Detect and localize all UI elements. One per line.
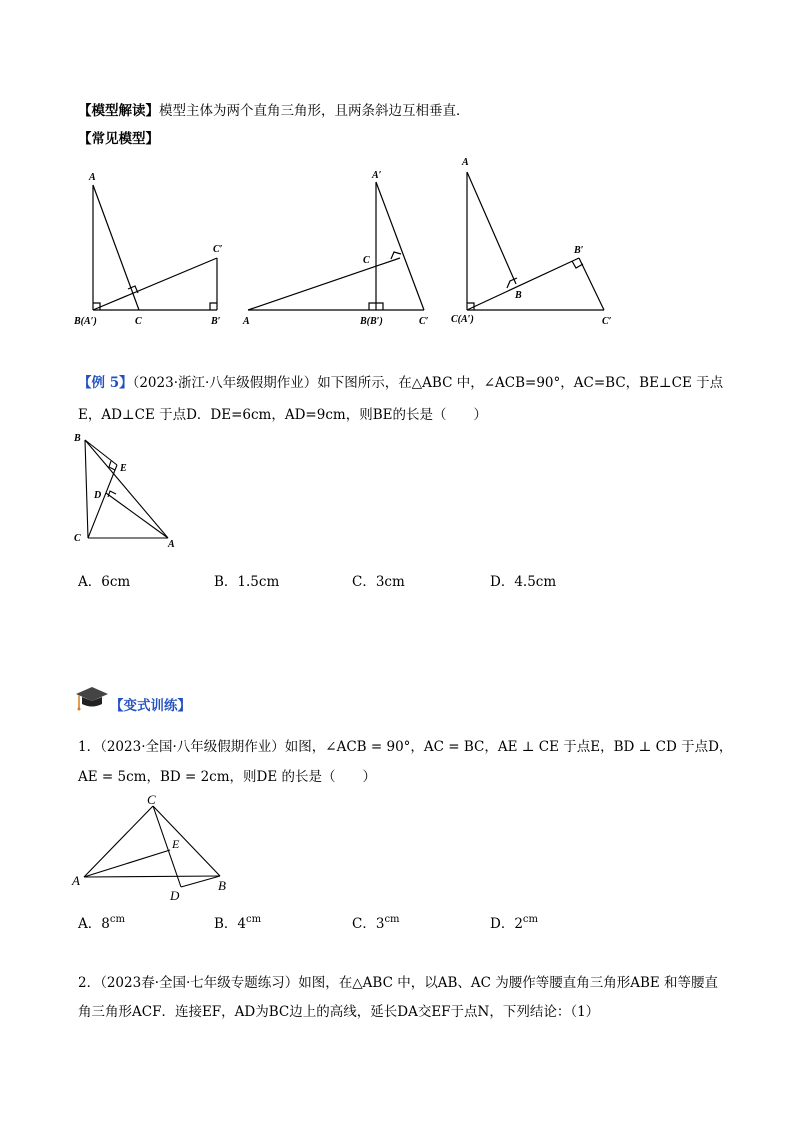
q1-option-c[interactable]: C．$3^{cm}$ — [352, 914, 400, 932]
ex5-label-A: A — [168, 539, 175, 550]
interpret-label: 【模型解读】 — [78, 103, 159, 119]
fig2-ApCp — [376, 182, 424, 310]
common-model-label: 【常见模型】 — [78, 131, 159, 147]
q2-line1: 2．（2023春·全国·七年级专题练习）如图，在△ABC 中，以AB、AC 为腰作等腰直角三角形ABE 和等腰直 — [78, 975, 719, 991]
q1-label-C: C — [147, 792, 156, 807]
q1-label-D: D — [170, 888, 180, 903]
graduation-cap-icon — [74, 684, 110, 714]
fig3-label-CA: C(A′) — [451, 314, 474, 325]
fig2-AC — [248, 258, 400, 310]
interpret-text: 模型主体为两个直角三角形，且两条斜边互相垂直． — [159, 103, 470, 119]
fig3-label-A: A — [462, 157, 469, 168]
q1-label-A: A — [72, 873, 80, 888]
fig3-CBp — [467, 258, 579, 310]
q1-figure — [70, 790, 240, 905]
q1-AB — [84, 876, 220, 877]
q2-line2: 角三角形ACF．连接EF，AD为BC边上的高线，延长DA交EF于点N，下列结论：（1） — [78, 1004, 600, 1020]
example5-label: 【例 5】 — [78, 375, 133, 391]
model-figure-2 — [240, 170, 440, 330]
fig3-AB — [467, 172, 516, 284]
fig1-label-Cp: C′ — [213, 244, 223, 255]
fig1-label-C: C — [135, 316, 142, 327]
ex5-label-C: C — [74, 533, 81, 544]
fig1-label-Bp: B′ — [211, 316, 221, 327]
fig3-label-Cp: C′ — [602, 316, 612, 327]
ex5-right-angle-D — [108, 491, 116, 497]
q1-label-E: E — [172, 837, 180, 851]
model-figure-1 — [74, 170, 240, 330]
example5-line1 — [78, 374, 723, 392]
example5-option-a[interactable]: A．6cm — [78, 574, 131, 590]
practice-header: 【变式训练】 — [110, 698, 191, 714]
q1-line2: AE = 5cm，BD = 2cm，则DE 的长是（ ） — [78, 769, 377, 785]
model-figure-3 — [451, 157, 615, 330]
ex5-label-B: B — [74, 433, 81, 444]
fig1-AC — [93, 185, 139, 310]
q1-line1: 1．（2023·全国·八年级假期作业）如图，∠ACB = 90°，AC = BC，AE ⊥ CE 于点E，BD ⊥ CD 于点D， — [78, 739, 733, 755]
ex5-BE — [85, 440, 117, 465]
example5-text1: （2023·浙江·八年级假期作业）如下图所示，在△ABC 中，∠ACB=90°，AC=BC，BE⊥CE 于点 — [132, 375, 724, 391]
ex5-label-E: E — [120, 463, 127, 474]
fig3-BpCp — [579, 258, 604, 310]
example5-line2: E，AD⊥CE 于点D．DE=6cm，AD=9cm，则BE的长是（ ） — [78, 407, 487, 423]
q1-DB — [181, 876, 220, 887]
fig1-label-BA: B(A′) — [74, 316, 97, 327]
fig2-label-Cp: C′ — [419, 316, 429, 327]
q1-label-B: B — [218, 878, 226, 893]
q1-option-d[interactable]: D．$2^{cm}$ — [490, 914, 539, 932]
ex5-CE — [88, 465, 117, 538]
fig1-right-angle-Bp — [210, 303, 217, 310]
ex5-BA — [85, 440, 168, 538]
fig2-label-C: C — [363, 255, 370, 266]
fig3-label-Bp: B′ — [574, 245, 584, 256]
q1-option-b[interactable]: B．$4^{cm}$ — [214, 914, 262, 932]
ex5-BC — [85, 440, 88, 538]
fig2-label-BB: B(B′) — [360, 316, 383, 327]
q1-CB — [153, 806, 220, 876]
fig1-BCp — [93, 258, 217, 310]
fig2-label-Ap: A′ — [372, 170, 382, 181]
example5-option-d[interactable]: D．4.5cm — [490, 574, 557, 590]
fig1-label-A: A — [89, 172, 96, 183]
q1-option-a[interactable]: A．$8^{cm}$ — [78, 914, 125, 932]
example5-option-b[interactable]: B．1.5cm — [214, 574, 280, 590]
example5-option-c[interactable]: C．3cm — [352, 574, 405, 590]
ex5-label-D: D — [94, 490, 102, 501]
ex5-AD — [106, 493, 168, 538]
example5-figure — [70, 430, 190, 550]
model-interpret — [78, 102, 470, 120]
fig3-label-B: B — [515, 290, 522, 301]
fig2-label-A: A — [243, 316, 250, 327]
